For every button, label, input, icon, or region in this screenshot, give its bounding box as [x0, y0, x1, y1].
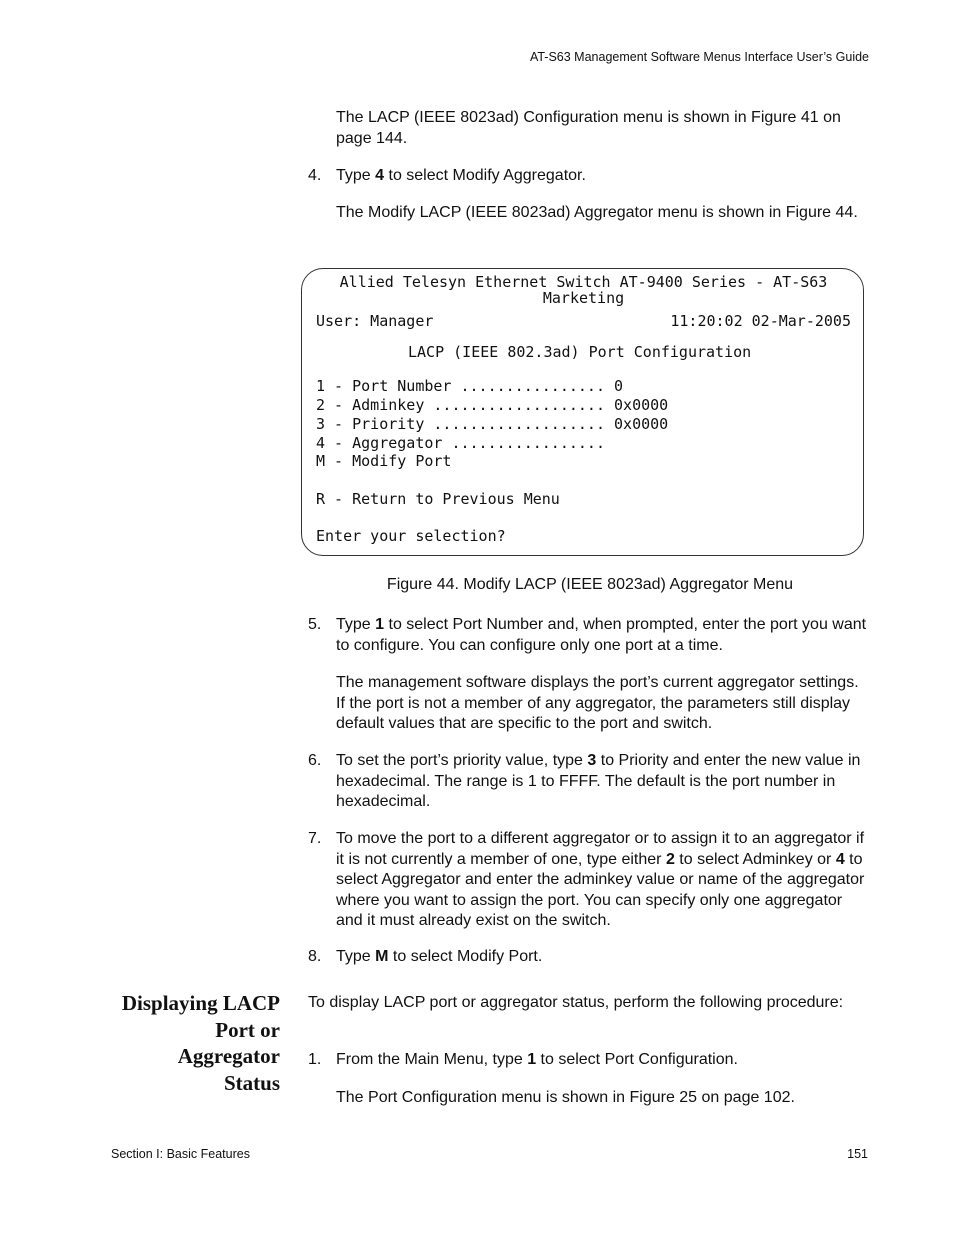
terminal-user: User: Manager: [316, 312, 434, 330]
terminal-prompt: Enter your selection?: [316, 527, 506, 545]
step-number: 5.: [308, 616, 322, 633]
step-number: 8.: [308, 948, 322, 965]
section-heading: Displaying LACP Port or Aggregator Status: [121, 991, 280, 1095]
figure-caption: Figure 44. Modify LACP (IEEE 8023ad) Aggregator Menu: [386, 576, 794, 593]
terminal-screen: [301, 268, 864, 556]
step-number: 1.: [308, 1051, 322, 1068]
step-5-note: The management software displays the port’s current aggregator settings. If the port is not a member of any aggregator, the parameters still display default values that are specific to the port and switch.: [336, 674, 859, 732]
key-label: M: [375, 948, 389, 965]
page-number: 151: [847, 1147, 868, 1161]
key-label: 1: [527, 1051, 537, 1068]
key-label: 2: [665, 850, 675, 868]
section-intro: To display LACP port or aggregator status, perform the following procedure:: [308, 994, 844, 1011]
terminal-menu-item: 4 - Aggregator .................: [316, 434, 605, 452]
step-5-text: Type 1 to select Port Number and, when prompted, enter the port you want to configure. You can configure only one port at a time.: [336, 616, 867, 654]
key-label: 3: [587, 752, 597, 769]
key-label: 1: [375, 616, 385, 633]
step-number: 6.: [308, 752, 322, 769]
terminal-return-item: R - Return to Previous Menu: [316, 490, 560, 508]
terminal-title-line1: Allied Telesyn Ethernet Switch AT-9400 Series - AT-S63: [339, 273, 828, 291]
terminal-menu-item: 1 - Port Number ................ 0: [316, 377, 624, 395]
running-header: AT-S63 Management Software Menus Interface User’s Guide: [529, 50, 869, 64]
step-7-text: To move the port to a different aggregator or to assign it to an aggregator if it is not currently a member of one, type either 2 to select Adminkey or 4 to select Aggregator and enter the adminkey value or name of the aggregator where you want to assign the port. You can specify only one aggregator and it must already exist on the switch.: [336, 830, 865, 929]
footer-section-label: Section I: Basic Features: [111, 1147, 250, 1161]
section-step-1-note: The Port Configuration menu is shown in Figure 25 on page 102.: [336, 1089, 795, 1106]
terminal-menu-title: LACP (IEEE 802.3ad) Port Configuration: [408, 343, 752, 361]
step-4-text: Type 4 to select Modify Aggregator.: [336, 167, 586, 184]
terminal-timestamp: 11:20:02 02-Mar-2005: [670, 312, 851, 330]
step-8-text: Type M to select Modify Port.: [336, 948, 543, 965]
terminal-menu-item: M - Modify Port: [316, 452, 452, 470]
section-step-1-text: From the Main Menu, type 1 to select Port Configuration.: [336, 1051, 738, 1068]
key-label: 4: [375, 167, 385, 184]
step-number: 4.: [308, 167, 322, 184]
terminal-menu-item: 3 - Priority ................... 0x0000: [316, 415, 669, 433]
step-number: 7.: [308, 830, 322, 847]
step-4-note: The Modify LACP (IEEE 8023ad) Aggregator menu is shown in Figure 44.: [336, 204, 858, 221]
intro-paragraph: The LACP (IEEE 8023ad) Configuration menu is shown in Figure 41 on page 144.: [336, 109, 841, 147]
terminal-menu-item: 2 - Adminkey ................... 0x0000: [316, 396, 669, 414]
key-label: 4: [835, 850, 845, 868]
step-6-text: To set the port’s priority value, type 3 to Priority and enter the new value in hexadecimal. The range is 1 to FFFF. The default is the port number in hexadecimal.: [336, 752, 861, 810]
terminal-title-line2: Marketing: [542, 289, 625, 307]
